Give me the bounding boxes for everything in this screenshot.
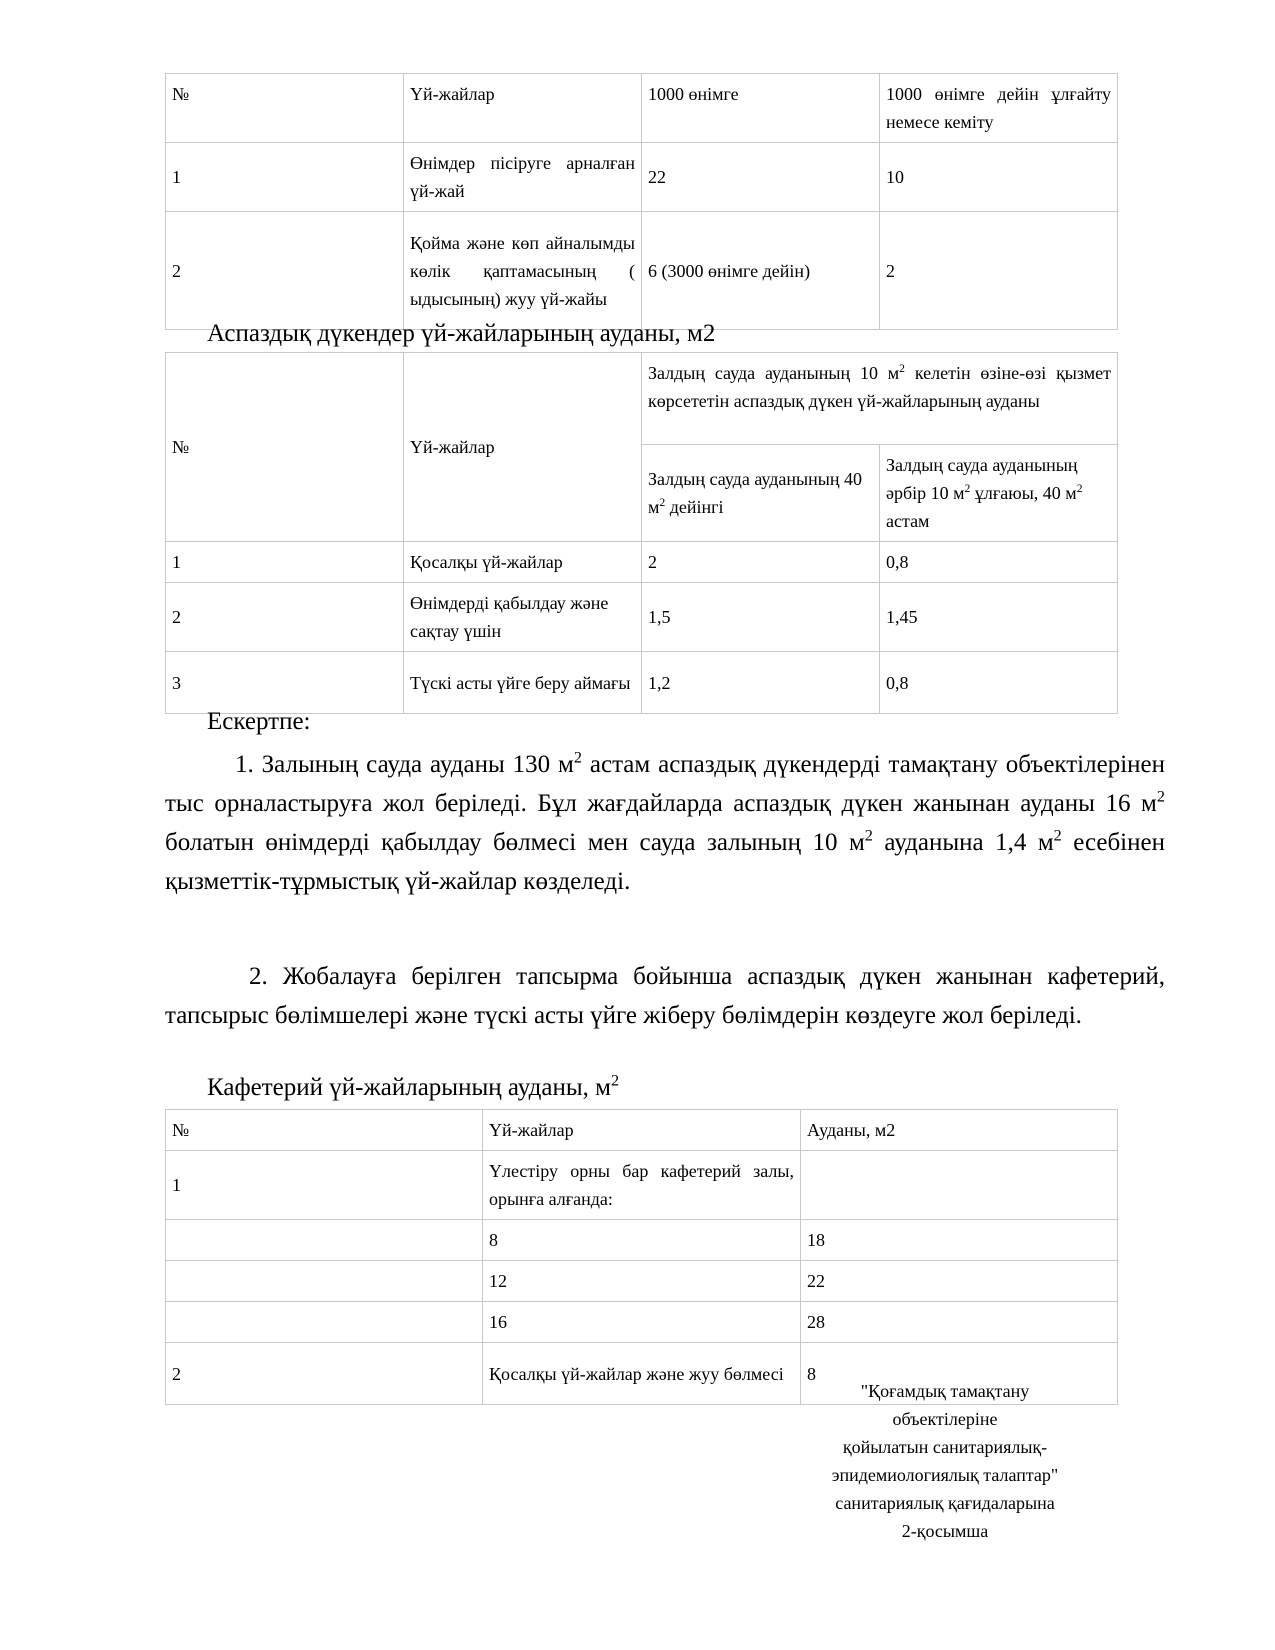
col-header-no: № <box>166 1110 483 1151</box>
cell-value <box>801 1151 1118 1220</box>
cell-room: Өнімдерді қабылдау және сақтау үшін <box>404 583 642 652</box>
col-header-no: № <box>166 74 404 143</box>
cell-room: 8 <box>483 1220 801 1261</box>
col-header-rooms: Үй-жайлар <box>404 353 642 542</box>
note-paragraph-2: 2. Жобалауға берілген тапсырма бойынша аспаздық дүкен жанынан кафетерий, тапсырыс бөлімшелері және түскі асты үйге жіберу бөлімдерін көздеуге жол беріледі. <box>165 963 1165 1029</box>
table-header-row <box>166 1110 1118 1151</box>
cell-value: 0,8 <box>880 542 1118 583</box>
table-row <box>166 1261 1118 1302</box>
table-row <box>166 652 1118 714</box>
cell-room: Қосалқы үй-жайлар <box>404 542 642 583</box>
cell-no: 3 <box>166 652 404 714</box>
table-row <box>166 542 1118 583</box>
appendix-line: объектілеріне <box>892 1409 998 1429</box>
table-cafeteria-rooms <box>165 1109 1118 1405</box>
appendix-line: "Қоғамдық тамақтану <box>860 1381 1030 1401</box>
table3-caption: Кафетерий үй-жайларының ауданы, $м^2$ <box>207 1071 620 1101</box>
appendix-line: санитариялық қағидаларына <box>835 1493 1055 1513</box>
cell-no: 2 <box>166 212 404 330</box>
cell-value: 28 <box>801 1302 1118 1343</box>
cell-no <box>166 1220 483 1261</box>
cell-value: 22 <box>642 143 880 212</box>
cell-value: 10 <box>880 143 1118 212</box>
cell-no: 2 <box>166 583 404 652</box>
cell-room: Түскі асты үйге беру аймағы <box>404 652 642 714</box>
table-row <box>166 1302 1118 1343</box>
cell-room: Қосалқы үй-жайлар және жуу бөлмесі <box>483 1343 801 1405</box>
appendix-line: 2-қосымша <box>901 1521 989 1541</box>
table-row <box>166 1220 1118 1261</box>
col-header-group: Залдың сауда ауданының 10 $м^2$ келетін өзіне-өзі қызмет көрсететін аспаздық дүкен үй-жайларының ауданы <box>642 353 1118 445</box>
table2-caption: Аспаздық дүкендер үй-жайларының ауданы, м2 <box>207 320 716 347</box>
cell-value: 2 <box>642 542 880 583</box>
note-paragraph-1: 1. Залының сауда ауданы 130 $м^2$ астам аспаздық дүкендерді тамақтану объектілерінен тыс орналастыруға жол беріледі. Бұл жағдайларда аспаздық дүкен жанынан ауданы 16 $м^2$ болатын өнімдерді қабылдау бөлмесі мен сауда залының 10 $м^2$ ауданына 1,4 $м^2$ есебінен қызметтік-тұрмыстық үй-жайлар көзделеді. <box>165 748 1165 895</box>
col-header-up-to-40: Залдың сауда ауданының 40 $м^2$ дейінгі <box>642 445 880 542</box>
cell-room: 12 <box>483 1261 801 1302</box>
cell-value: 1,45 <box>880 583 1118 652</box>
col-header-change: 1000 өнімге дейін ұлғайту немесе кеміту <box>880 74 1118 143</box>
cell-room: Өнімдер пісіруге арналған үй-жай <box>404 143 642 212</box>
cell-value: 18 <box>801 1220 1118 1261</box>
col-header-no: № <box>166 353 404 542</box>
appendix-reference <box>795 1377 1095 1545</box>
table-row <box>166 1151 1118 1220</box>
table-culinary-shop-rooms <box>165 352 1118 714</box>
appendix-line: қойылатын санитариялық- <box>842 1437 1048 1457</box>
cell-value: 22 <box>801 1261 1118 1302</box>
cell-value: 6 (3000 өнімге дейін) <box>642 212 880 330</box>
cell-room: Үлестіру орны бар кафетерий залы, орынға алғанда: <box>483 1151 801 1220</box>
col-header-over-40: Залдың сауда ауданының әрбір 10 $м^2$ ұлғаюы, 40 $м^2$ астам <box>880 445 1118 542</box>
table-row <box>166 143 1118 212</box>
cell-room: Қойма және көп айналымды көлік қаптамасының ( ыдысының) жуу үй-жайы <box>404 212 642 330</box>
table-header-row <box>166 353 1118 445</box>
col-header-rooms: Үй-жайлар <box>483 1110 801 1151</box>
appendix-line: эпидемиологиялық талаптар" <box>831 1465 1059 1485</box>
cell-room: 16 <box>483 1302 801 1343</box>
col-header-per-1000: 1000 өнімге <box>642 74 880 143</box>
cell-value: 1,2 <box>642 652 880 714</box>
cell-value: 2 <box>880 212 1118 330</box>
col-header-area: Ауданы, м2 <box>801 1110 1118 1151</box>
cell-no: 1 <box>166 1151 483 1220</box>
cell-value: 0,8 <box>880 652 1118 714</box>
cell-value: 8 <box>801 1343 1118 1405</box>
table-row <box>166 212 1118 330</box>
table-row <box>166 583 1118 652</box>
col-header-rooms: Үй-жайлар <box>404 74 642 143</box>
note-title: Ескертпе: <box>207 708 311 735</box>
table-production-rooms <box>165 73 1118 330</box>
table-header-row <box>166 74 1118 143</box>
cell-no: 1 <box>166 542 404 583</box>
cell-no: 2 <box>166 1343 483 1405</box>
cell-no <box>166 1261 483 1302</box>
cell-value: 1,5 <box>642 583 880 652</box>
cell-no <box>166 1302 483 1343</box>
cell-no: 1 <box>166 143 404 212</box>
